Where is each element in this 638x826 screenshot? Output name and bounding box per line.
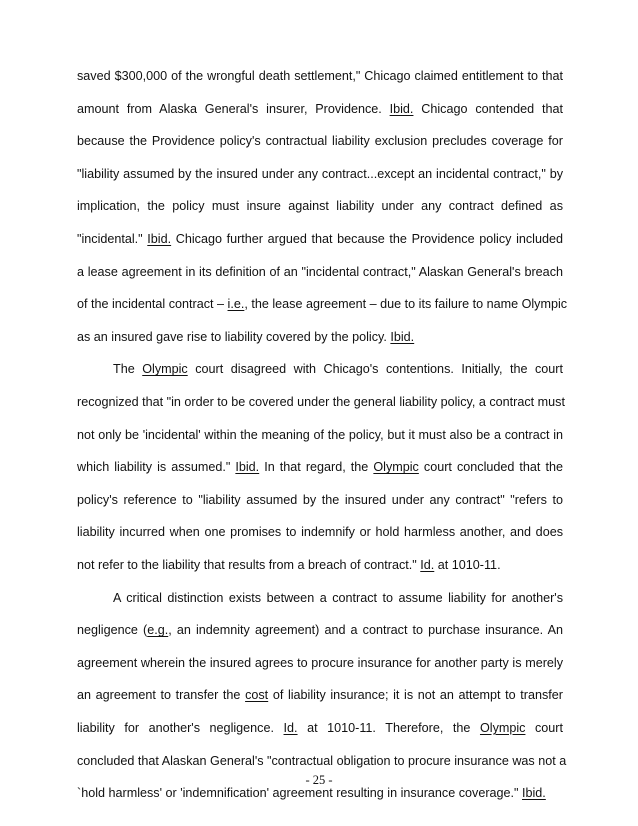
text-segment: , an indemnity agreement) and a contract to purchase insurance. An [168,623,563,638]
text-segment: negligence ( [77,623,148,638]
text-line [77,459,563,475]
underlined-citation: e.g. [147,623,169,638]
text-segment: "incidental." [77,232,148,246]
text-segment: , the lease agreement – due to its failure to name Olympic [244,297,568,312]
text-segment: not refer to the liability that results from a breach of contract." [77,558,421,572]
text-segment: at 1010-11. [434,558,501,572]
text-segment: saved $300,000 of the wrongful death settlement," Chicago claimed entitlement to that [77,69,563,83]
text-segment: court concluded that the [418,460,563,475]
underlined-citation: Ibid. [522,786,546,801]
text-line [77,687,563,703]
text-segment: A critical distinction exists between a contract to assume liability for another's [113,590,563,605]
text-line [77,296,568,312]
text-segment: In that regard, the [259,460,374,475]
underlined-citation: i.e. [227,297,245,312]
text-line [77,753,567,769]
text-line [77,329,563,345]
text-line [77,655,563,671]
text-segment: recognized that "in order to be covered under the general liability policy, a contract must [77,395,565,409]
text-line [77,264,563,280]
text-segment: concluded that Alaskan General's "contractual obligation to procure insurance was not a [77,753,567,768]
text-line [77,622,563,638]
underlined-citation: Olympic [142,362,188,377]
text-line [113,590,563,606]
text-segment: "liability assumed by the insured under any contract...except an incidental contract," by [77,166,563,181]
text-segment: not only be 'incidental' within the meaning of the policy, but it must also be a contract in [77,427,563,442]
text-segment: court [525,721,563,735]
text-segment: liability incurred when one promises to indemnify or hold harmless another, and does [77,525,563,540]
text-segment: implication, the policy must insure against liability under any contract defined as [77,199,563,214]
underlined-citation: Ibid. [389,101,414,116]
page-number: - 25 - [305,773,333,787]
underlined-citation: Ibid. [390,329,415,344]
text-segment: liability for another's negligence. [77,721,284,735]
text-segment: a lease agreement in its definition of an "incidental contract," Alaskan General's breach [77,264,563,279]
text-segment: at 1010-11. Therefore, the [297,721,480,735]
text-line [113,361,563,377]
text-line [77,166,563,182]
text-segment: of the incidental contract – [77,297,228,312]
text-line [77,557,563,573]
text-segment: because the Providence policy's contractual liability exclusion precludes coverage for [77,134,563,149]
text-line [77,198,563,214]
underlined-citation: Id. [420,558,435,572]
text-segment: agreement wherein the insured agrees to procure insurance for another party is merely [77,655,563,670]
text-line [77,394,563,410]
underlined-citation: Id. [283,721,298,735]
underlined-citation: Olympic [479,721,526,735]
underlined-citation: Olympic [373,460,419,475]
text-line [77,231,563,247]
text-segment: amount from Alaska General's insurer, Providence. [77,101,390,116]
underlined-citation: cost [245,688,269,703]
text-segment: policy's reference to "liability assumed by the insured under any contract" "refers to [77,492,563,507]
text-line [77,133,563,149]
text-line [77,427,563,443]
text-segment: court disagreed with Chicago's contentions. Initially, the court [187,362,563,377]
text-line [77,492,563,508]
text-segment: `hold harmless' or 'indemnification' agreement resulting in insurance coverage." [77,786,522,801]
text-line [77,101,563,117]
underlined-citation: Ibid. [235,460,260,475]
text-segment: which liability is assumed." [77,460,236,475]
text-segment: an agreement to transfer the [77,688,246,703]
underlined-citation: Ibid. [147,232,172,246]
text-segment: of liability insurance; it is not an attempt to transfer [268,688,563,703]
text-segment: as an insured gave rise to liability covered by the policy. [77,329,391,344]
text-segment: Chicago contended that [413,101,563,116]
text-line [77,720,563,736]
text-line [77,68,563,84]
text-line [77,524,563,540]
text-segment: The [113,362,143,377]
text-segment: Chicago further argued that because the Providence policy included [171,232,563,246]
